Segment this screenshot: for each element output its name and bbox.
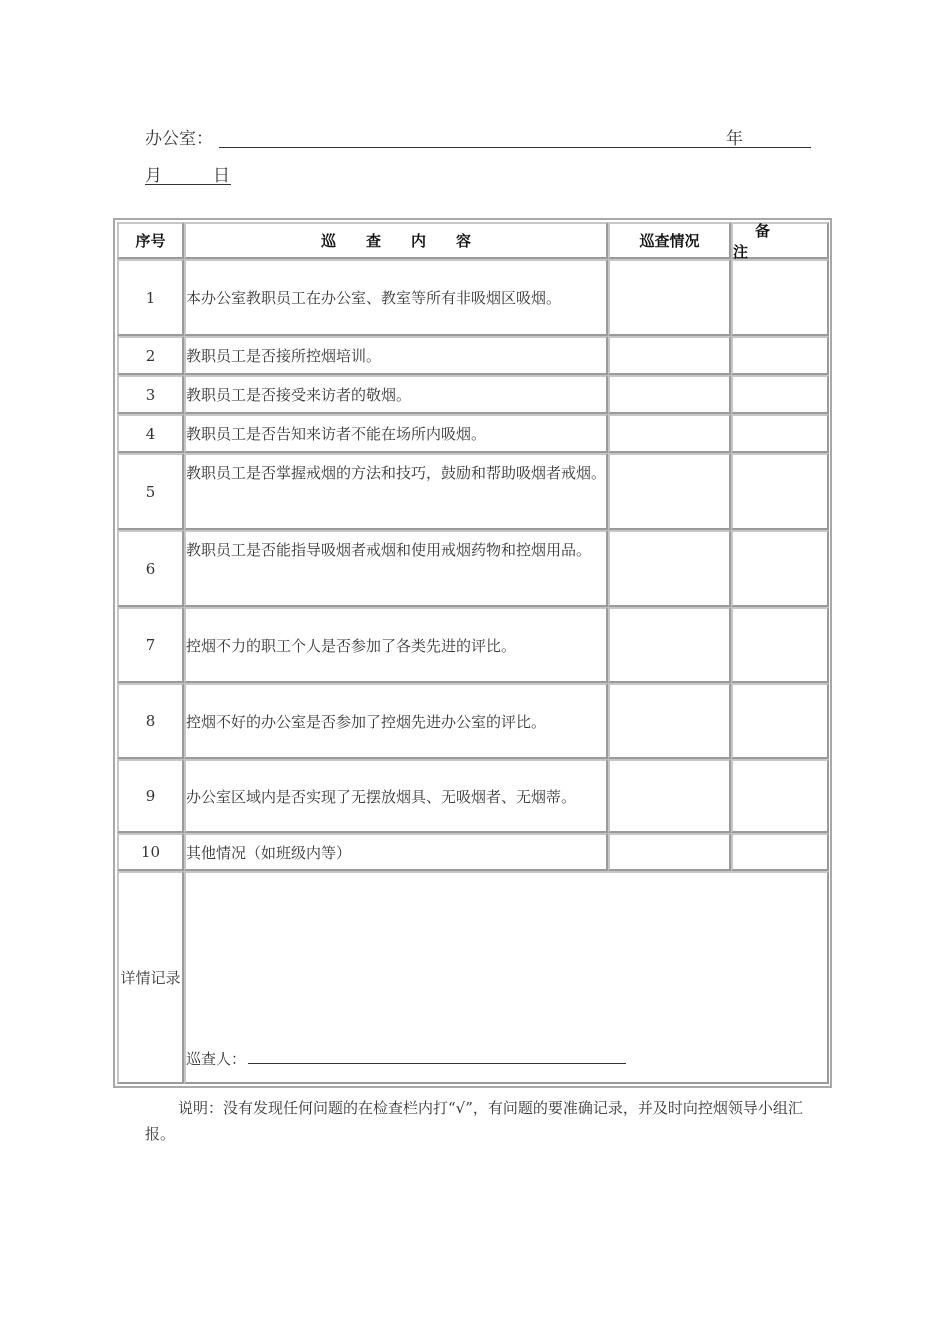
row-10-seq: 10	[117, 833, 184, 871]
office-date-line	[145, 124, 811, 150]
year-label: 年	[726, 129, 743, 149]
row-10-note-cell[interactable]	[731, 833, 829, 871]
row-3-status-cell[interactable]	[608, 375, 731, 414]
footer-note: 说明：没有发现任何问题的在检查栏内打“√”，有问题的要准确记录，并及时向控烟领导小组汇报。	[145, 1099, 803, 1143]
header-seq: 序号	[117, 222, 184, 259]
row-2-status-cell[interactable]	[608, 336, 731, 375]
row-3-content: 教职员工是否接受来访者的敬烟。	[184, 375, 608, 414]
row-4-status-cell[interactable]	[608, 414, 731, 453]
day-label: 日	[213, 166, 230, 186]
row-1-note-cell[interactable]	[731, 259, 829, 336]
row-2-note-cell[interactable]	[731, 336, 829, 375]
inspector-label: 巡查人：	[186, 1050, 247, 1068]
row-7-note-cell[interactable]	[731, 607, 829, 683]
row-9-content: 办公室区域内是否实现了无摆放烟具、无吸烟者、无烟蒂。	[184, 759, 608, 833]
row-9-note-cell[interactable]	[731, 759, 829, 833]
row-5-status-cell[interactable]	[608, 453, 731, 530]
row-1-status-cell[interactable]	[608, 259, 731, 336]
row-7-status-cell[interactable]	[608, 607, 731, 683]
row-10-status-cell[interactable]	[608, 833, 731, 871]
row-8-seq: 8	[117, 683, 184, 759]
header-status: 巡查情况	[608, 222, 731, 259]
row-8-content: 控烟不好的办公室是否参加了控烟先进办公室的评比。	[184, 683, 608, 759]
row-4-seq: 4	[117, 414, 184, 453]
row-6-content: 教职员工是否能指导吸烟者戒烟和使用戒烟药物和控烟用品。	[184, 530, 608, 607]
row-4-content: 教职员工是否告知来访者不能在场所内吸烟。	[184, 414, 608, 453]
row-4-note-cell[interactable]	[731, 414, 829, 453]
row-1-content: 本办公室教职员工在办公室、教室等所有非吸烟区吸烟。	[184, 259, 608, 336]
details-label: 详情记录	[117, 871, 184, 1084]
row-9-seq: 9	[117, 759, 184, 833]
row-2-content: 教职员工是否接所控烟培训。	[184, 336, 608, 375]
row-10-content: 其他情况（如班级内等）	[184, 833, 608, 871]
header-note: 备注	[731, 222, 829, 259]
row-6-note-cell[interactable]	[731, 530, 829, 607]
row-1-seq: 1	[117, 259, 184, 336]
row-6-seq: 6	[117, 530, 184, 607]
office-label: 办公室：	[145, 129, 213, 149]
inspector-line	[186, 1048, 626, 1069]
row-7-content: 控烟不力的职工个人是否参加了各类先进的评比。	[184, 607, 608, 683]
row-6-status-cell[interactable]	[608, 530, 731, 607]
row-9-status-cell[interactable]	[608, 759, 731, 833]
inspector-fill-line[interactable]	[248, 1051, 626, 1064]
row-8-note-cell[interactable]	[731, 683, 829, 759]
row-8-status-cell[interactable]	[608, 683, 731, 759]
row-5-note-cell[interactable]	[731, 453, 829, 530]
row-3-note-cell[interactable]	[731, 375, 829, 414]
row-2-seq: 2	[117, 336, 184, 375]
header-content: 巡查内容	[184, 222, 608, 259]
row-7-seq: 7	[117, 607, 184, 683]
month-day-line	[145, 161, 235, 187]
row-5-seq: 5	[117, 453, 184, 530]
month-label: 月	[145, 166, 162, 186]
row-3-seq: 3	[117, 375, 184, 414]
row-5-content: 教职员工是否掌握戒烟的方法和技巧，鼓励和帮助吸烟者戒烟。	[184, 453, 608, 530]
office-fill-line	[219, 147, 811, 148]
